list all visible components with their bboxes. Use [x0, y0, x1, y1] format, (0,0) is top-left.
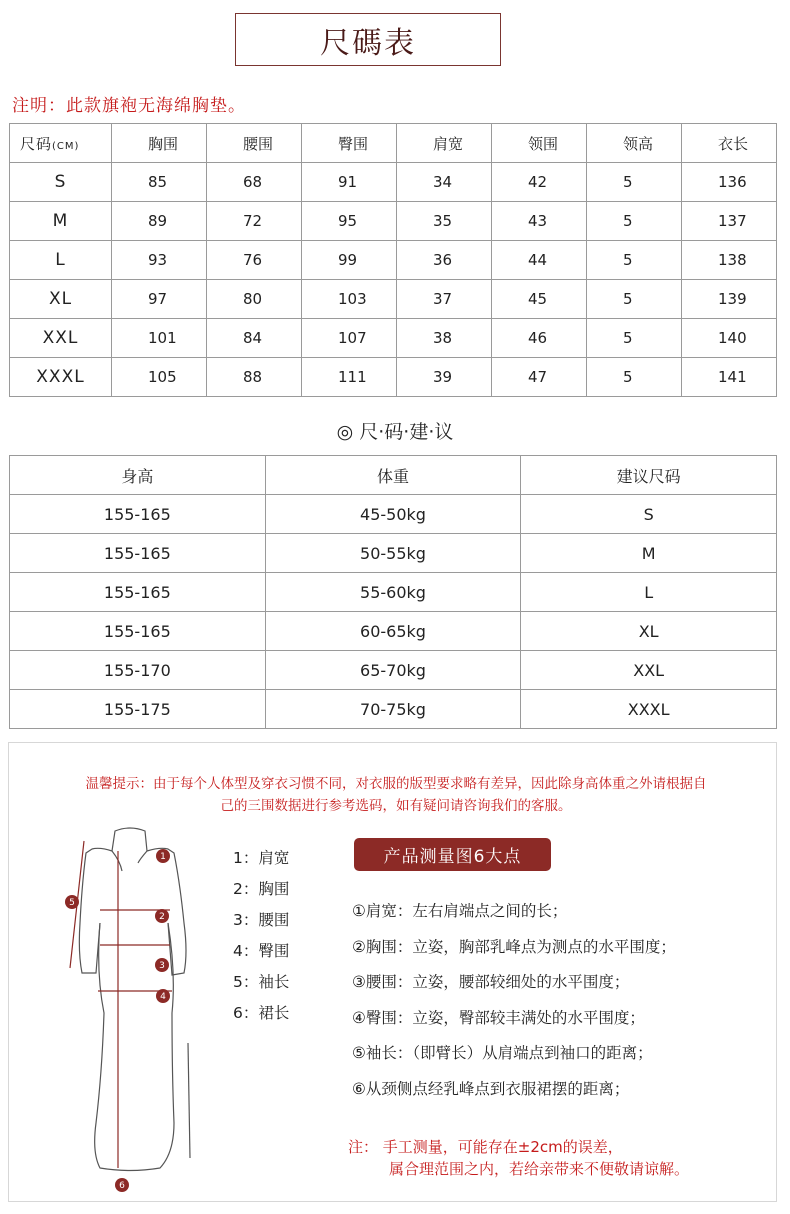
marker-label: 1 — [160, 852, 166, 862]
header-cell: 衣长 — [682, 124, 777, 163]
legend-item: 4：臀围 — [233, 942, 290, 960]
size-cell: M — [10, 202, 112, 241]
weight-cell: 45-50kg — [265, 495, 521, 534]
size-cell: XXL — [10, 319, 112, 358]
value-cell: 68 — [207, 163, 302, 202]
header-cell: 身高 — [10, 456, 266, 495]
header-cell: 体重 — [265, 456, 521, 495]
value-cell: 5 — [587, 163, 682, 202]
value-cell: 107 — [302, 319, 397, 358]
value-cell: 35 — [397, 202, 492, 241]
table-row — [10, 241, 777, 280]
advice-title: ◎ 尺·码·建·议 — [336, 421, 454, 443]
height-cell: 155-165 — [10, 534, 266, 573]
header-cell: 领围 — [492, 124, 587, 163]
height-cell: 155-165 — [10, 612, 266, 651]
measurement-item: ②胸围：立姿，胸部乳峰点为测点的水平围度； — [352, 937, 676, 956]
marker-label: 6 — [119, 1181, 125, 1191]
value-cell: 97 — [112, 280, 207, 319]
value-cell: 42 — [492, 163, 587, 202]
size-cell: XXL — [521, 651, 777, 690]
legend-list — [233, 846, 289, 1032]
table-header-row — [10, 456, 777, 495]
value-cell: 136 — [682, 163, 777, 202]
value-cell: 141 — [682, 358, 777, 397]
marker-label: 3 — [159, 961, 165, 971]
value-cell: 140 — [682, 319, 777, 358]
value-cell: 5 — [587, 280, 682, 319]
measurement-list — [352, 899, 676, 1112]
value-cell: 44 — [492, 241, 587, 280]
tip-line: 温馨提示：由于每个人体型及穿衣习惯不同，对衣服的版型要求略有差异，因此除身高体重之外请根据自 — [85, 776, 707, 792]
measurement-item: ③腰围：立姿，腰部较细处的水平围度； — [352, 973, 630, 991]
table-row — [10, 495, 777, 534]
recommendation-table — [9, 455, 777, 729]
header-size-label: 尺码 — [20, 134, 53, 153]
value-cell: 5 — [587, 241, 682, 280]
header-cell: 领高 — [587, 124, 682, 163]
dress-diagram — [60, 823, 210, 1195]
size-cell: XL — [10, 280, 112, 319]
note-line: 属合理范围之内，若给亲带来不便敬请谅解。 — [389, 1160, 690, 1178]
value-cell: 111 — [302, 358, 397, 397]
value-cell: 5 — [587, 319, 682, 358]
note-line: 注： 手工测量，可能存在±2cm的误差， — [348, 1138, 623, 1156]
value-cell: 93 — [112, 241, 207, 280]
value-cell: 43 — [492, 202, 587, 241]
table-row — [10, 280, 777, 319]
measurement-item: ④臀围：立姿，臀部较丰满处的水平围度； — [352, 1008, 645, 1027]
value-cell: 89 — [112, 202, 207, 241]
measurement-item: ⑥从颈侧点经乳峰点到衣服裙摆的距离； — [352, 1079, 630, 1098]
header-unit: (CM) — [52, 140, 80, 152]
value-cell: 39 — [397, 358, 492, 397]
value-cell: 5 — [587, 202, 682, 241]
table-row — [10, 690, 777, 729]
value-cell: 85 — [112, 163, 207, 202]
value-cell: 95 — [302, 202, 397, 241]
legend-item: 3：腰围 — [233, 911, 290, 929]
weight-cell: 50-55kg — [265, 534, 521, 573]
page-title: 尺碼表 — [235, 13, 501, 66]
size-table — [9, 123, 777, 397]
height-cell: 155-165 — [10, 495, 266, 534]
header-size — [10, 124, 112, 163]
size-cell: M — [521, 534, 777, 573]
value-cell: 138 — [682, 241, 777, 280]
table-row — [10, 573, 777, 612]
legend-item: 1：肩宽 — [233, 849, 290, 867]
value-cell: 91 — [302, 163, 397, 202]
value-cell: 5 — [587, 358, 682, 397]
size-cell: XL — [521, 612, 777, 651]
measure-badge: 产品测量图6大点 — [354, 838, 551, 871]
value-cell: 80 — [207, 280, 302, 319]
table-header-row — [10, 124, 777, 163]
measurement-item: ⑤袖长：（即臂长）从肩端点到袖口的距离； — [352, 1044, 653, 1062]
size-cell: XXXL — [521, 690, 777, 729]
value-cell: 72 — [207, 202, 302, 241]
height-cell: 155-165 — [10, 573, 266, 612]
table-row — [10, 651, 777, 690]
table-row — [10, 163, 777, 202]
table-row — [10, 358, 777, 397]
measurement-item: ①肩宽：左右肩端点之间的长； — [352, 902, 568, 920]
legend-item: 2：胸围 — [233, 880, 290, 898]
value-cell: 139 — [682, 280, 777, 319]
value-cell: 101 — [112, 319, 207, 358]
value-cell: 47 — [492, 358, 587, 397]
header-cell: 腰围 — [207, 124, 302, 163]
tip-text — [20, 773, 772, 817]
weight-cell: 60-65kg — [265, 612, 521, 651]
header-cell: 胸围 — [112, 124, 207, 163]
value-cell: 45 — [492, 280, 587, 319]
height-cell: 155-175 — [10, 690, 266, 729]
table-row — [10, 319, 777, 358]
header-cell: 建议尺码 — [521, 456, 777, 495]
size-cell: L — [521, 573, 777, 612]
legend-item: 5：袖长 — [233, 973, 290, 991]
value-cell: 84 — [207, 319, 302, 358]
value-cell: 99 — [302, 241, 397, 280]
marker-label: 4 — [160, 992, 166, 1002]
weight-cell: 70-75kg — [265, 690, 521, 729]
value-cell: 88 — [207, 358, 302, 397]
table-row — [10, 612, 777, 651]
weight-cell: 65-70kg — [265, 651, 521, 690]
value-cell: 34 — [397, 163, 492, 202]
size-cell: L — [10, 241, 112, 280]
tip-line: 己的三围数据进行参考选码，如有疑问请咨询我们的客服。 — [220, 798, 572, 814]
value-cell: 103 — [302, 280, 397, 319]
size-cell: S — [521, 495, 777, 534]
size-cell: S — [10, 163, 112, 202]
value-cell: 76 — [207, 241, 302, 280]
header-cell: 臀围 — [302, 124, 397, 163]
table-row — [10, 202, 777, 241]
legend-item: 6：裙长 — [233, 1004, 290, 1022]
value-cell: 36 — [397, 241, 492, 280]
value-cell: 105 — [112, 358, 207, 397]
value-cell: 46 — [492, 319, 587, 358]
size-cell: XXXL — [10, 358, 112, 397]
height-cell: 155-170 — [10, 651, 266, 690]
table-row — [10, 534, 777, 573]
marker-label: 2 — [159, 912, 165, 922]
value-cell: 38 — [397, 319, 492, 358]
value-cell: 137 — [682, 202, 777, 241]
marker-label: 5 — [69, 898, 75, 908]
header-cell: 肩宽 — [397, 124, 492, 163]
notice-text: 注明：此款旗袍无海绵胸垫。 — [12, 96, 246, 116]
weight-cell: 55-60kg — [265, 573, 521, 612]
value-cell: 37 — [397, 280, 492, 319]
